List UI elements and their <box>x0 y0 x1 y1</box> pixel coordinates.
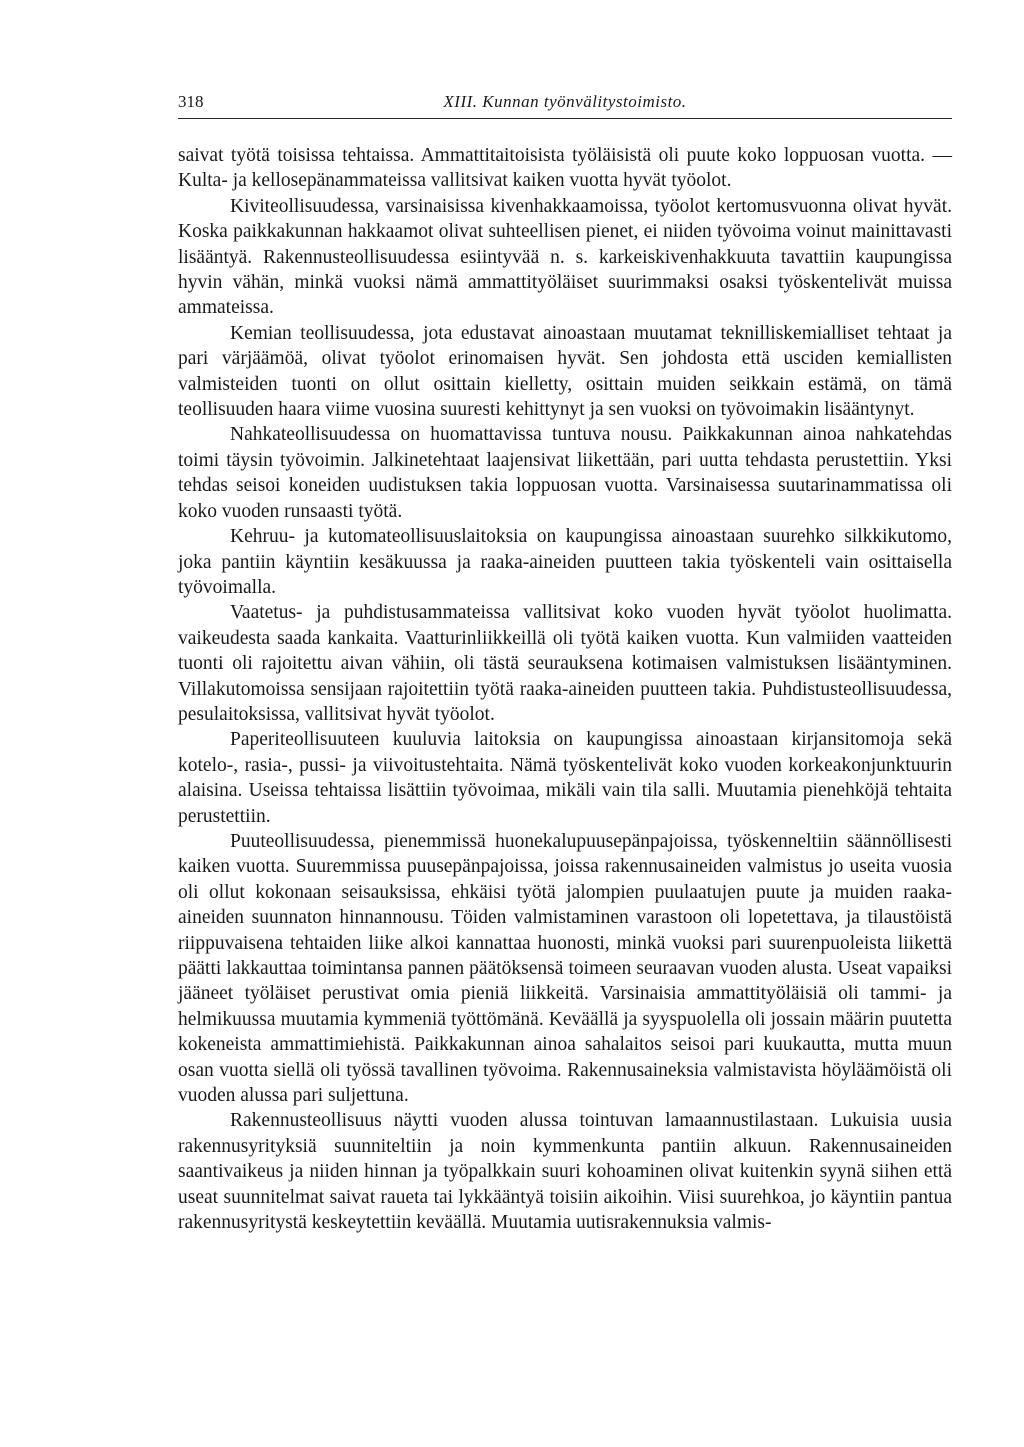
paragraph-leather-industry: Nahkateollisuudessa on huomattavissa tuntuva nousu. Paikkakunnan ainoa nahkatehdas toimi täysin työvoimin. Jalkinetehtaat laajensivat liikettään, pari uutta tehdasta perustettiin. Yksi tehdas seisoi koneiden uudistuksen takia loppuosan vuotta. Varsinaisessa suutarinammatissa oli koko vuoden runsaasti työtä. <box>178 424 952 522</box>
page-header <box>178 90 952 118</box>
paragraph-clothing-industry: Vaatetus- ja puhdistusammateissa vallitsivat koko vuoden hyvät työolot huolimatta. vaikeudesta saada kankaita. Vaatturinliikkeillä oli työtä kaiken vuotta. Kun valmiiden vaatteiden tuonti oli rajoitettu aivan vähiin, oli tästä seurauksena kotimaisen valmistuksen lisääntyminen. Villakutomoissa sensijaan rajoitettiin työtä raaka-aineiden puutteen takia. Puhdistusteollisuudessa, pesulaitoksissa, vallitsivat hyvät työolot. <box>178 602 952 725</box>
paragraph-stone-industry: Kiviteollisuudessa, varsinaisissa kivenhakkaamoissa, työolot kertomusvuonna olivat hyvät. Koska paikkakunnan hakkaamot olivat suhteellisen pienet, ei niiden työvoima voinut mainittavasti lisääntyä. Rakennusteollisuudessa esiintyvää n. s. karkeiskivenhakkuuta tavattiin kaupungissa hyvin vähän, minkä vuoksi nämä ammattityöläiset suurimmaksi osaksi työskentelivät muissa ammateissa. <box>178 195 952 319</box>
paragraph-chemical-industry: Kemian teollisuudessa, jota edustavat ainoastaan muutamat teknilliskemialliset tehtaat ja pari värjäämöä, olivat työolot erinomaisen hyvät. Sen johdosta että usciden kemiallisten valmisteiden tuonti on ollut osittain kielletty, osittain muiden seikkain estämä, on tämä teollisuuden haara viime vuosina suuresti kehittynyt ja sen vuoksi on työvoimakin lisääntynyt. <box>178 322 952 421</box>
page-number: 318 <box>178 92 204 111</box>
paragraph-wood-industry: Puuteollisuudessa, pienemmissä huonekalupuusepänpajoissa, työskenneltiin säännöllisesti kaiken vuotta. Suuremmissa puusepänpajoissa, joissa rakennusaineiden valmistus jo useita vuosia oli ollut kokonaan seisauksissa, ehkäisi työtä jalompien puulaatujen puute ja muiden raaka-aineiden suunnaton hinnannousu. Töiden valmistaminen varastoon oli lopetettava, ja tilaustöistä riippuvaisena tehtaiden liike alkoi kannattaa huonosti, minkä vuoksi pari suurenpuoleista liikettä päätti lakkauttaa toimintansa pannen päätöksensä toimeen seuraavan vuoden alusta. Useat vapaiksi jääneet työläiset perustivat omia pieniä liikkeitä. Varsinaisia ammattityöläisiä oli tammi- ja helmikuussa muutamia kymmeniä työttömänä. Keväällä ja syyspuolella oli jossain määrin puutetta kokeneista ammattimiehistä. Paikkakunnan ainoa sahalaitos seisoi pari kuukautta, mutta muun osan vuotta siellä oli työssä tavallinen työvoima. Rakennusaineksia valmistavista höyläämöistä oli vuoden alussa pari suljettuna. <box>178 830 952 1107</box>
paragraph-construction-industry: Rakennusteollisuus näytti vuoden alussa tointuvan lamaannustilastaan. Lukuisia uusia rakennusyrityksiä suunniteltiin ja noin kymmenkunta pantiin alkuun. Rakennusaineiden saantivaikeus ja niiden hinnan ja työpalkkain suuri kohoaminen olivat kuitenkin syynä siihen että useat suunnitelmat saivat raueta tai lykkääntyä toisiin aikoihin. Viisi suurehkoa, jo käyntiin pantua rakennusyritystä keskeytettiin keväällä. Muutamia uutisrakennuksia valmis- <box>178 1110 952 1234</box>
paragraph-continuation: saivat työtä toisissa tehtaissa. Ammattitaitoisista työläisistä oli puute koko loppuosan vuotta. — Kulta- ja kellosepänammateissa vallitsivat kaiken vuotta hyvät työolot. <box>178 145 952 192</box>
page-body <box>178 143 952 1235</box>
running-title: XIII. Kunnan työnvälitystoimisto. <box>443 92 687 111</box>
header-rule <box>178 118 952 119</box>
paragraph-textile-industry: Kehruu- ja kutomateollisuuslaitoksia on kaupungissa ainoastaan suurehko silkkikutomo, joka pantiin käyntiin kesäkuussa ja raaka-aineiden puutteen takia työskenteli vain osittaisella työvoimalla. <box>178 526 952 598</box>
book-page <box>178 90 952 1235</box>
paragraph-paper-industry: Paperiteollisuuteen kuuluvia laitoksia on kaupungissa ainoastaan kirjansitomoja sekä kotelo-, rasia-, pussi- ja viivoitustehtaita. Nämä työskentelivät koko vuoden korkeakonjunktuurin alaisina. Useissa tehtaissa lisättiin työvoimaa, mikäli vain tila salli. Muutamia pienehköjä tehtaita perustettiin. <box>178 729 952 827</box>
